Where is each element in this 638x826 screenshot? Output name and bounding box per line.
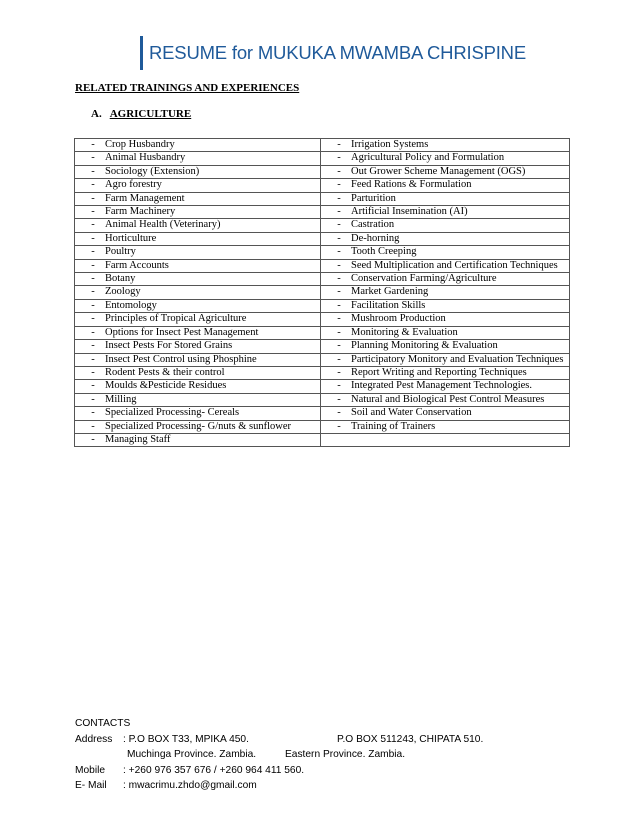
bullet-dash: -: [337, 313, 341, 325]
skill-cell-right: [321, 259, 570, 272]
address-row-2: [75, 747, 575, 763]
bullet-dash: -: [91, 393, 95, 405]
address-line-1: : P.O BOX T33, MPIKA 450.: [123, 733, 249, 745]
skill-text: Rodent Pests & their control: [105, 366, 225, 378]
skill-cell-left: [75, 299, 321, 312]
table-row: [75, 380, 570, 393]
skill-cell-left: [75, 340, 321, 353]
table-row: [75, 206, 570, 219]
bullet-dash: -: [91, 165, 95, 177]
skill-text: Conservation Farming/Agriculture: [351, 273, 497, 285]
skill-cell-left: [75, 232, 321, 245]
table-row: [75, 433, 570, 446]
skill-cell-left: [75, 259, 321, 272]
skill-text: Insect Pests For Stored Grains: [105, 340, 233, 352]
address-line-2: Muchinga Province. Zambia.: [127, 749, 257, 760]
email-row: [75, 778, 575, 794]
bullet-dash: -: [91, 299, 95, 311]
bullet-dash: -: [91, 179, 95, 191]
sub-heading-text: AGRICULTURE: [109, 108, 192, 120]
skill-cell-right: [321, 246, 570, 259]
address-line-1-b: P.O BOX 511243, CHIPATA 510.: [337, 733, 484, 745]
header-accent-bar: [140, 36, 143, 70]
skill-text: Tooth Creeping: [351, 246, 417, 258]
skill-text: Out Grower Scheme Management (OGS): [351, 165, 526, 177]
bullet-dash: -: [337, 165, 341, 177]
skill-cell-left: [75, 313, 321, 326]
table-row: [75, 165, 570, 178]
table-row: [75, 286, 570, 299]
skills-table: [74, 138, 570, 447]
bullet-dash: -: [91, 152, 95, 164]
bullet-dash: -: [337, 219, 341, 231]
email-value: : mwacrimu.zhdo@gmail.com: [123, 780, 257, 791]
table-row: [75, 326, 570, 339]
skill-text: Monitoring & Evaluation: [351, 326, 458, 338]
bullet-dash: -: [91, 259, 95, 271]
skill-text: Poultry: [105, 246, 136, 258]
table-row: [75, 299, 570, 312]
skill-text: Feed Rations & Formulation: [351, 179, 472, 191]
bullet-dash: -: [337, 353, 341, 365]
skill-cell-right: [321, 179, 570, 192]
bullet-dash: -: [91, 219, 95, 231]
skill-cell-right: [321, 192, 570, 205]
bullet-dash: -: [91, 326, 95, 338]
skill-cell-right: [321, 152, 570, 165]
skill-text: Moulds &Pesticide Residues: [105, 380, 227, 392]
bullet-dash: -: [91, 433, 95, 445]
skill-text: Market Gardening: [351, 286, 429, 298]
email-label: E- Mail: [75, 780, 107, 791]
sub-heading: [91, 108, 191, 120]
bullet-dash: -: [337, 299, 341, 311]
skill-text: Artificial Insemination (AI): [351, 206, 468, 218]
bullet-dash: -: [337, 139, 341, 150]
table-row: [75, 259, 570, 272]
skill-cell-left: [75, 219, 321, 232]
skill-cell-left: [75, 152, 321, 165]
skill-text: Planning Monitoring & Evaluation: [351, 340, 498, 352]
skill-text: Seed Multiplication and Certification Techniques: [351, 259, 558, 271]
skill-text: Options for Insect Pest Management: [105, 326, 259, 338]
skill-cell-left: [75, 179, 321, 192]
mobile-label: Mobile: [75, 764, 106, 776]
skill-text: Integrated Pest Management Technologies.: [351, 380, 533, 392]
skill-text: Specialized Processing- Cereals: [105, 407, 240, 419]
sub-heading-label: A.: [91, 108, 102, 120]
skill-text: Animal Health (Veterinary): [105, 219, 221, 231]
skill-cell-left: [75, 433, 321, 446]
table-row: [75, 340, 570, 353]
skill-cell-left: [75, 165, 321, 178]
bullet-dash: -: [91, 353, 95, 365]
skill-cell-right: [321, 206, 570, 219]
address-row-1: [75, 732, 575, 748]
bullet-dash: -: [91, 420, 95, 432]
address-label: Address: [75, 733, 113, 745]
bullet-dash: -: [91, 340, 95, 352]
bullet-dash: -: [91, 246, 95, 258]
table-row: [75, 273, 570, 286]
skill-cell-left: [75, 380, 321, 393]
contacts-block: [75, 716, 575, 794]
table-row: [75, 219, 570, 232]
table-row: [75, 420, 570, 433]
table-row: [75, 246, 570, 259]
skill-text: Principles of Tropical Agriculture: [105, 313, 247, 325]
skill-cell-right: [321, 219, 570, 232]
skill-cell-left: [75, 353, 321, 366]
skill-cell-left: [75, 273, 321, 286]
resume-title: RESUME for MUKUKA MWAMBA CHRISPINE: [149, 42, 526, 63]
skill-cell-right: [321, 380, 570, 393]
contacts-heading: CONTACTS: [75, 718, 131, 729]
skill-text: Facilitation Skills: [351, 299, 426, 311]
skill-cell-left: [75, 420, 321, 433]
skill-cell-left: [75, 286, 321, 299]
skill-text: Training of Trainers: [351, 420, 436, 432]
bullet-dash: -: [337, 340, 341, 352]
skill-cell-left: [75, 206, 321, 219]
skill-cell-left: [75, 246, 321, 259]
table-row: [75, 353, 570, 366]
skill-text: Mushroom Production: [351, 313, 446, 325]
bullet-dash: -: [91, 273, 95, 285]
skill-text: Farm Accounts: [105, 259, 169, 271]
skill-cell-right: [321, 232, 570, 245]
skill-text: Agricultural Policy and Formulation: [351, 152, 505, 164]
skill-text: Entomology: [105, 299, 157, 311]
skill-text: Specialized Processing- G/nuts & sunflower: [105, 420, 292, 432]
skill-cell-right: [321, 340, 570, 353]
skill-text: Soil and Water Conservation: [351, 407, 472, 419]
table-row: [75, 393, 570, 406]
skill-text: Report Writing and Reporting Techniques: [351, 366, 527, 378]
bullet-dash: -: [91, 366, 95, 378]
bullet-dash: -: [337, 152, 341, 164]
skill-cell-right: [321, 366, 570, 379]
table-row: [75, 313, 570, 326]
bullet-dash: -: [91, 232, 95, 244]
skill-text: Natural and Biological Pest Control Measures: [351, 393, 545, 405]
skill-text: Sociology (Extension): [105, 165, 200, 177]
skill-cell-left: [75, 407, 321, 420]
bullet-dash: -: [337, 366, 341, 378]
skill-text: Participatory Monitory and Evaluation Techniques: [351, 353, 564, 365]
table-row: [75, 407, 570, 420]
bullet-dash: -: [91, 313, 95, 325]
bullet-dash: -: [337, 273, 341, 285]
bullet-dash: -: [337, 192, 341, 204]
bullet-dash: -: [91, 206, 95, 218]
skill-cell-left: [75, 366, 321, 379]
skill-text: Horticulture: [105, 232, 157, 244]
bullet-dash: -: [337, 206, 341, 218]
skill-text: Managing Staff: [105, 433, 171, 445]
skill-cell-right: [321, 420, 570, 433]
skill-cell-left: [75, 192, 321, 205]
bullet-dash: -: [337, 420, 341, 432]
mobile-row: [75, 763, 575, 779]
table-row: [75, 232, 570, 245]
skill-text: Parturition: [351, 192, 396, 204]
bullet-dash: -: [337, 232, 341, 244]
bullet-dash: -: [337, 393, 341, 405]
table-row: [75, 152, 570, 165]
skill-cell-right: [321, 433, 570, 446]
skill-cell-right: [321, 313, 570, 326]
skill-text: Castration: [351, 219, 395, 231]
skill-text: Farm Management: [105, 192, 185, 204]
skill-text: Farm Machinery: [105, 206, 176, 218]
skill-text: Animal Husbandry: [105, 152, 186, 164]
skill-cell-left: [75, 393, 321, 406]
skill-text: Zoology: [105, 286, 141, 298]
skill-cell-left: [75, 139, 321, 152]
bullet-dash: -: [337, 326, 341, 338]
bullet-dash: -: [91, 139, 95, 150]
skill-text: De-horning: [351, 232, 400, 244]
skill-cell-right: [321, 286, 570, 299]
mobile-value: : +260 976 357 676 / +260 964 411 560.: [123, 764, 305, 776]
bullet-dash: -: [91, 286, 95, 298]
bullet-dash: -: [337, 286, 341, 298]
bullet-dash: -: [337, 407, 341, 419]
skill-cell-left: [75, 326, 321, 339]
bullet-dash: -: [337, 259, 341, 271]
table-row: [75, 179, 570, 192]
bullet-dash: -: [91, 192, 95, 204]
bullet-dash: -: [337, 179, 341, 191]
bullet-dash: -: [337, 246, 341, 258]
section-heading: RELATED TRAININGS AND EXPERIENCES: [75, 82, 300, 94]
table-row: [75, 192, 570, 205]
bullet-dash: -: [91, 407, 95, 419]
skill-cell-right: [321, 393, 570, 406]
skill-cell-right: [321, 165, 570, 178]
skill-text: Milling: [105, 393, 137, 405]
skill-cell-right: [321, 139, 570, 152]
skill-text: Irrigation Systems: [351, 139, 429, 150]
skill-cell-right: [321, 407, 570, 420]
skill-cell-right: [321, 273, 570, 286]
skill-text: Botany: [105, 273, 136, 285]
table-row: [75, 139, 570, 152]
skill-cell-right: [321, 353, 570, 366]
resume-header: [140, 36, 526, 70]
table-row: [75, 366, 570, 379]
bullet-dash: -: [91, 380, 95, 392]
address-line-2-b: Eastern Province. Zambia.: [285, 749, 406, 760]
skill-cell-right: [321, 299, 570, 312]
skill-cell-right: [321, 326, 570, 339]
skill-text: Insect Pest Control using Phosphine: [105, 353, 257, 365]
bullet-dash: -: [337, 380, 341, 392]
skill-text: Crop Husbandry: [105, 139, 175, 150]
skill-text: Agro forestry: [105, 179, 162, 191]
